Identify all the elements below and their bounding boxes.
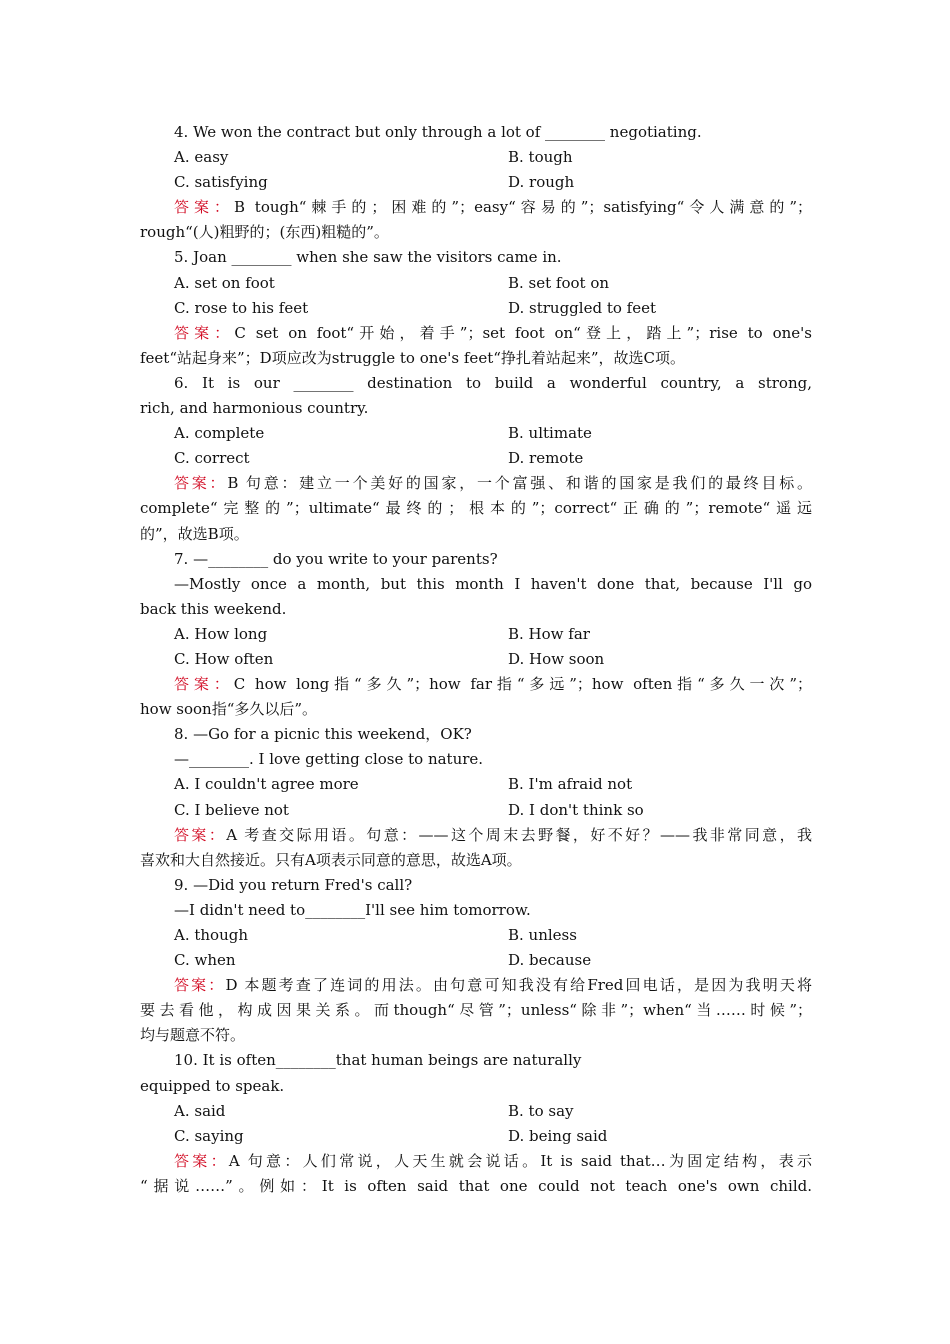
answer-explanation-text: B 句意：建立一个美好的国家，一个富强、和谐的国家是我们的最终目标。 (227, 474, 812, 493)
options-row (140, 296, 812, 321)
answer-label: 答案： (174, 1151, 229, 1170)
answer-explanation-text: B tough“棘手的；困难的”；easy“容易的”；satisfying“令人满意的”； (234, 198, 812, 217)
option-text: C. I believe not (174, 800, 289, 819)
answer-line (140, 672, 812, 697)
answer-explanation-text: feet“站起身来”；D项应改为struggle to one's feet“挣扎着站起来”，故选C项。 (140, 348, 686, 367)
options-row (140, 1124, 812, 1149)
question-stem-line: 9. —Did you return Fred's call? (174, 875, 413, 894)
option-text: B. How far (508, 624, 590, 643)
answer-label: 答案： (174, 825, 227, 844)
option-text: D. rough (508, 173, 575, 192)
option-text: C. satisfying (174, 173, 268, 192)
options-row (140, 446, 812, 471)
option-text: B. ultimate (508, 424, 592, 443)
answer-line (140, 522, 812, 547)
answer-line (140, 471, 812, 496)
options-row (140, 170, 812, 195)
options-row (140, 622, 812, 647)
option-text: A. complete (174, 424, 265, 443)
options-row (140, 798, 812, 823)
answer-line (140, 823, 812, 848)
answer-line (140, 697, 812, 722)
answer-explanation-text: 要去看他，构成因果关系。而though“尽管”；unless“除非”；when“当……时候”； (140, 1001, 812, 1020)
answer-label: 答案： (174, 474, 228, 493)
option-text: B. set foot on (508, 273, 610, 292)
option-text: C. when (174, 951, 236, 970)
question-block (140, 371, 812, 547)
option-text: B. I'm afraid not (508, 775, 633, 794)
options-row (140, 923, 812, 948)
options-row (140, 421, 812, 446)
option-text: D. I don't think so (508, 800, 644, 819)
options-row (140, 772, 812, 797)
answer-explanation-text: 均与题意不符。 (140, 1026, 246, 1045)
question-block (140, 120, 812, 245)
answer-explanation-text: 的”，故选B项。 (140, 524, 249, 543)
question-stem-line: rich, and harmonious country. (140, 399, 369, 418)
answer-line (140, 346, 812, 371)
answer-line (140, 973, 812, 998)
option-text: A. though (174, 926, 249, 944)
answer-explanation-text: how soon指“多久以后”。 (140, 700, 318, 719)
option-text: A. said (174, 1101, 226, 1120)
question-stem-line: 10. It is often________that human beings are naturally (174, 1051, 582, 1070)
question-stem-line: 4. We won the contract but only through a lot of ________ negotiating. (174, 123, 702, 141)
question-block (140, 873, 812, 1049)
answer-line (140, 998, 812, 1023)
option-text: C. rose to his feet (174, 298, 309, 317)
option-text: C. correct (174, 449, 250, 468)
option-text: D. remote (508, 449, 584, 468)
answer-line (140, 321, 812, 346)
answer-line (140, 220, 812, 245)
option-text: D. How soon (508, 649, 605, 668)
answer-label: 答案： (174, 323, 235, 342)
options-row (140, 1099, 812, 1124)
answer-explanation-text: C how long指“多久”；how far指“多远”；how often指“多久一次”； (233, 675, 812, 694)
options-row (140, 948, 812, 973)
question-list (140, 120, 812, 1199)
question-stem-line: 7. —________ do you write to your parents? (174, 549, 498, 568)
answer-label: 答案： (174, 198, 234, 217)
option-text: A. I couldn't agree more (174, 775, 359, 794)
answer-line (140, 496, 812, 521)
option-text: B. to say (508, 1101, 574, 1120)
question-stem-line: —________. I love getting close to nature. (174, 750, 484, 769)
question-stem-line: 5. Joan ________ when she saw the visitors came in. (174, 248, 562, 267)
option-text: B. unless (508, 926, 577, 944)
question-block (140, 245, 812, 370)
option-text: A. easy (174, 148, 229, 167)
question-stem-line: —I didn't need to________I'll see him tomorrow. (174, 900, 531, 919)
answer-explanation-text: 喜欢和大自然接近。只有A项表示同意的意思，故选A项。 (140, 850, 522, 869)
option-text: A. set on foot (174, 273, 275, 292)
options-row (140, 145, 812, 170)
question-stem-line: 6. It is our ________ destination to build a wonderful country, a strong, (174, 373, 812, 392)
answer-explanation-text: C set on foot“开始，着手”；set foot on“登上，踏上”；rise to one's (234, 323, 812, 342)
answer-explanation-text: rough“(人)粗野的；(东西)粗糙的”。 (140, 223, 389, 242)
answer-line (140, 1149, 812, 1174)
answer-explanation-text: A 句意：人们常说，人天生就会说话。It is said that…为固定结构，表示 (228, 1151, 812, 1170)
answer-explanation-text: D 本题考查了连词的用法。由句意可知我没有给Fred回电话，是因为我明天将 (225, 976, 812, 995)
question-stem-line: back this weekend. (140, 599, 287, 618)
answer-line (140, 848, 812, 873)
question-stem-line: 8. —Go for a picnic this weekend，OK? (174, 725, 472, 744)
options-row (140, 647, 812, 672)
answer-explanation-text: A 考查交际用语。句意：——这个周末去野餐，好不好？——我非常同意，我 (226, 825, 812, 844)
question-block (140, 547, 812, 723)
question-block (140, 1048, 812, 1199)
options-row (140, 271, 812, 296)
question-block (140, 722, 812, 873)
answer-line (140, 1023, 812, 1048)
option-text: C. How often (174, 649, 274, 668)
option-text: A. How long (174, 624, 268, 643)
answer-line (140, 1174, 812, 1199)
option-text: B. tough (508, 148, 573, 167)
question-stem-line: —Mostly once a month, but this month I haven't done that, because I'll go (174, 574, 812, 593)
answer-label: 答案： (174, 976, 226, 995)
option-text: D. because (508, 951, 592, 970)
answer-explanation-text: complete“完整的”；ultimate“最终的；根本的”；correct“正确的”；remote“遥远 (140, 499, 812, 518)
option-text: C. saying (174, 1126, 244, 1145)
option-text: D. being said (508, 1126, 608, 1145)
answer-label: 答案： (174, 675, 234, 694)
option-text: D. struggled to feet (508, 298, 656, 317)
answer-explanation-text: “据说……”。例如：It is often said that one could not teach one's own child. (140, 1176, 812, 1195)
answer-line (140, 195, 812, 220)
question-stem-line: equipped to speak. (140, 1076, 285, 1095)
